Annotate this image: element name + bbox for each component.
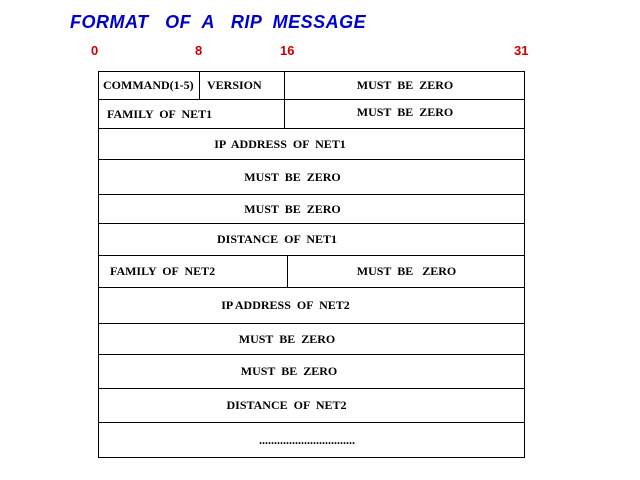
- command-field: COMMAND(1-5): [103, 78, 194, 92]
- must-be-zero-field: MUST BE ZERO: [238, 331, 336, 346]
- distance-net1-field: DISTANCE OF NET1: [216, 232, 338, 246]
- continuation-ellipsis: ................................: [259, 433, 355, 447]
- must-be-zero-field: MUST BE ZERO: [244, 169, 341, 184]
- family-net2-field: FAMILY OF NET2: [110, 264, 216, 278]
- ip-address-net2-field: IP ADDRESS OF NET2: [221, 298, 350, 312]
- bit-label-31: 31: [514, 43, 529, 58]
- family-net1-field: FAMILY OF NET1: [107, 106, 213, 121]
- must-be-zero-field: MUST BE ZERO: [356, 78, 454, 92]
- bit-label-8: 8: [195, 43, 203, 58]
- distance-net2-field: DISTANCE OF NET2: [226, 398, 347, 412]
- must-be-zero-field: MUST BE ZERO: [240, 364, 338, 378]
- field-divider: [199, 71, 200, 100]
- bit-label-16: 16: [280, 43, 295, 58]
- version-field: VERSION: [207, 78, 262, 92]
- bit-label-0: 0: [91, 43, 99, 58]
- must-be-zero-field: MUST BE ZERO: [356, 104, 454, 119]
- diagram-title: FORMAT OF A RIP MESSAGE: [70, 12, 367, 32]
- must-be-zero-field: MUST BE ZERO: [356, 264, 457, 278]
- must-be-zero-field: MUST BE ZERO: [244, 201, 341, 216]
- ip-address-net1-field: IP ADDRESS OF NET1: [214, 136, 346, 151]
